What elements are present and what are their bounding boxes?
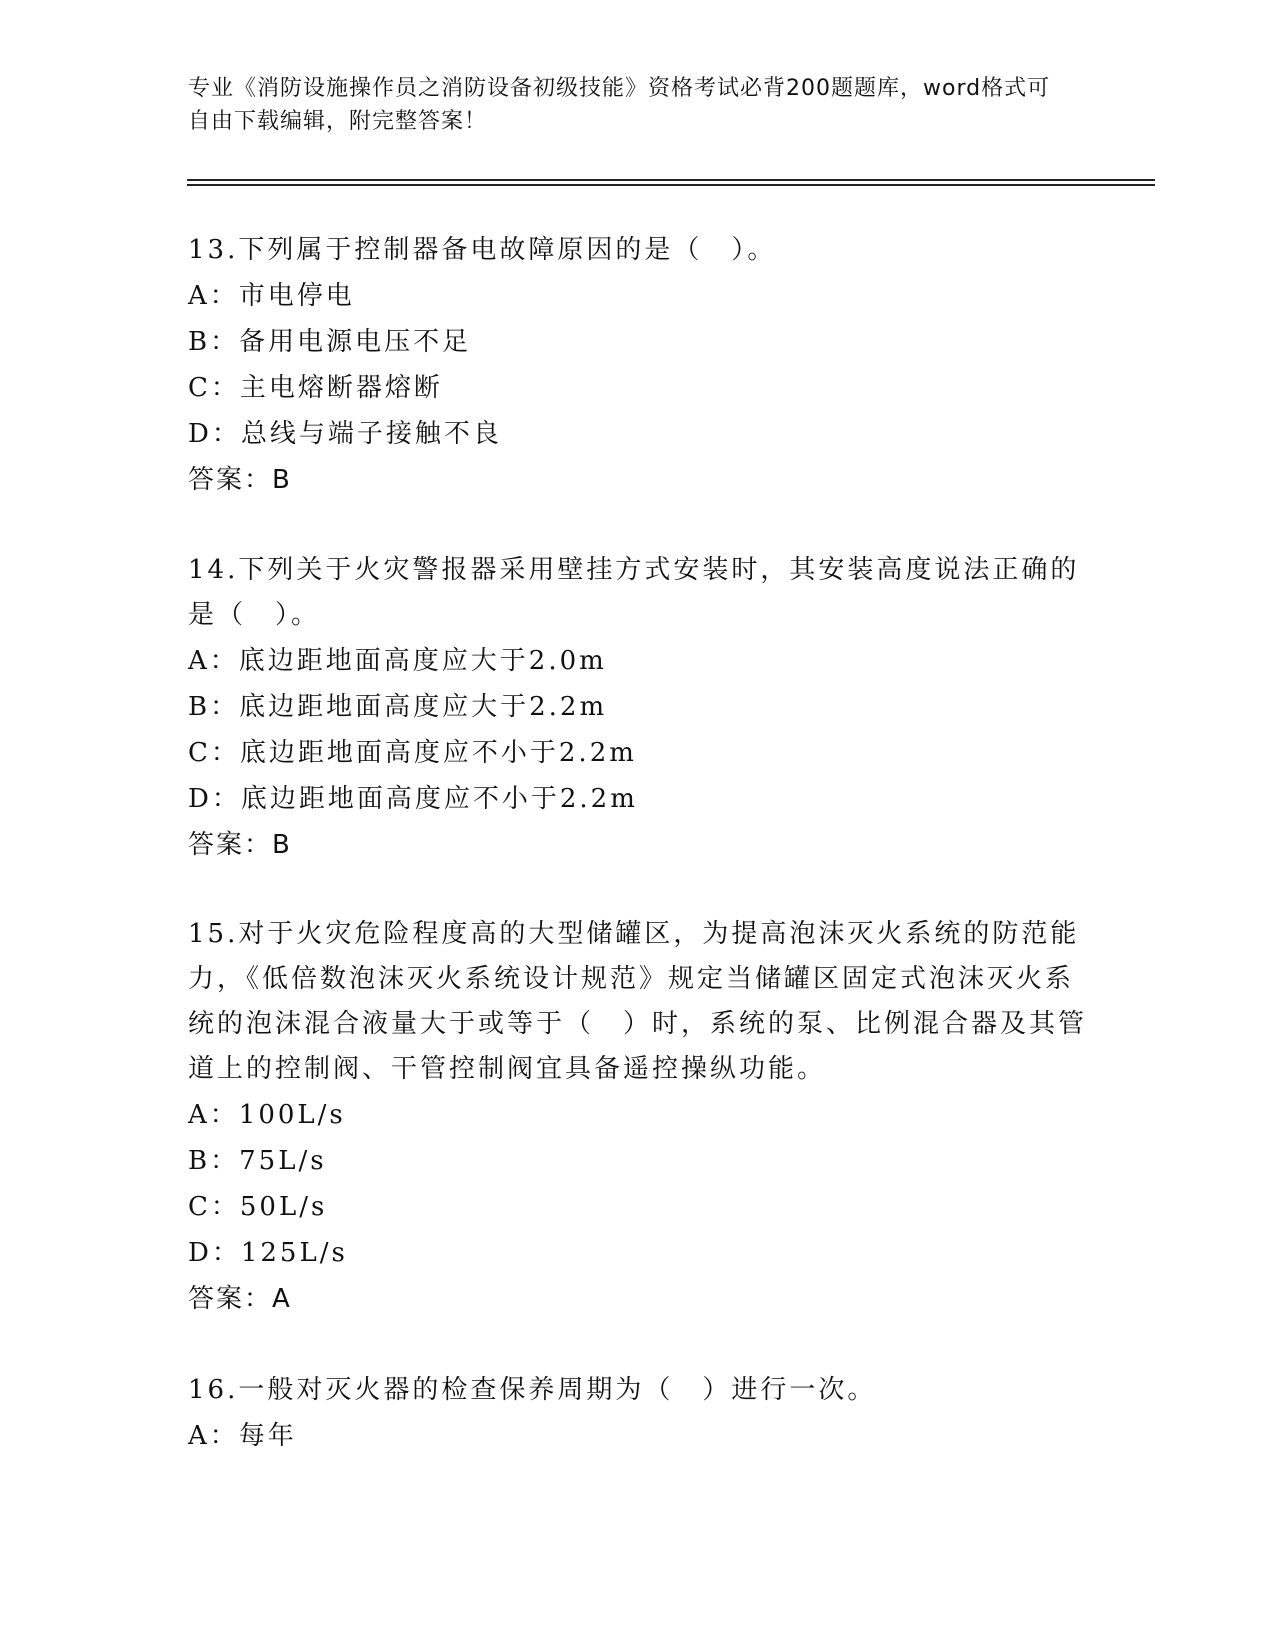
option-a: A：底边距地面高度应大于2.0m — [188, 646, 607, 676]
question-15 — [188, 912, 1088, 1322]
question-stem: 14.下列关于火灾警报器采用壁挂方式安装时，其安装高度说法正确的是（ ）。 — [188, 555, 1080, 630]
option-a: A：市电停电 — [188, 281, 355, 311]
question-13 — [188, 228, 1088, 503]
option-c: C：50L/s — [188, 1192, 328, 1222]
answer: 答案：A — [188, 1284, 292, 1314]
option-d: D：底边距地面高度应不小于2.2m — [188, 784, 638, 814]
question-stem: 15.对于火灾危险程度高的大型储罐区，为提高泡沫灭火系统的防范能力，《低倍数泡沫灭火系统设计规范》规定当储罐区固定式泡沫灭火系统的泡沫混合液量大于或等于（ ）时，系统的泵、比例混合器及其管道上的控制阀、干管控制阀宜具备遥控操纵功能。 — [188, 919, 1088, 1084]
header-divider-bottom — [187, 184, 1155, 186]
option-c: C：底边距地面高度应不小于2.2m — [188, 738, 637, 768]
answer: 答案：B — [188, 830, 292, 860]
header-title: 专业《消防设施操作员之消防设备初级技能》资格考试必背200题题库，word格式可自由下载编辑，附完整答案！ — [188, 76, 1051, 134]
question-16 — [188, 1368, 1088, 1459]
option-c: C：主电熔断器熔断 — [188, 373, 443, 403]
option-b: B：备用电源电压不足 — [188, 327, 472, 357]
option-a: A：100L/s — [188, 1100, 346, 1130]
option-d: D：125L/s — [188, 1238, 348, 1268]
question-stem: 16.一般对灭火器的检查保养周期为（ ）进行一次。 — [188, 1375, 877, 1405]
header-divider-top — [187, 179, 1155, 181]
answer: 答案：B — [188, 465, 292, 495]
document-header — [188, 72, 1068, 138]
option-d: D：总线与端子接触不良 — [188, 419, 502, 449]
option-a: A：每年 — [188, 1421, 297, 1451]
question-14 — [188, 548, 1088, 868]
option-b: B：75L/s — [188, 1146, 327, 1176]
question-stem: 13.下列属于控制器备电故障原因的是（ ）。 — [188, 235, 777, 265]
option-b: B：底边距地面高度应大于2.2m — [188, 692, 608, 722]
